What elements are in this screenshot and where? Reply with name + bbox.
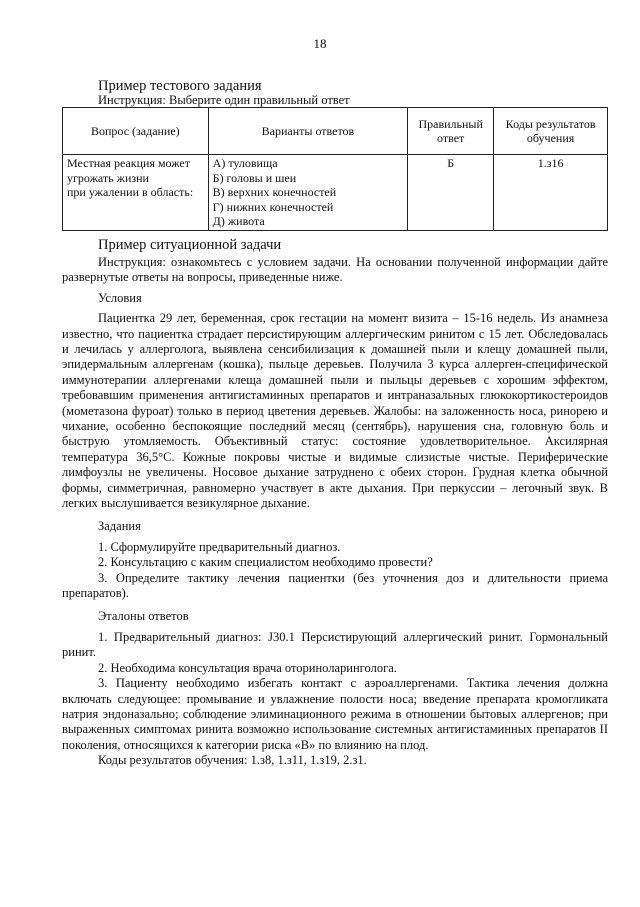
- header-question: Вопрос (задание): [63, 108, 209, 155]
- situational-heading: Пример ситуационной задачи: [98, 237, 282, 253]
- option-c: В) верхних конечностей: [212, 185, 337, 199]
- conditions-label: Условия: [98, 290, 142, 305]
- question-line: Местная реакция может: [67, 156, 190, 170]
- answer-item: 1. Предварительный диагноз: J30.1 Персистирующий аллергический ринит. Гормональный ринит.: [62, 629, 608, 660]
- answer-item: 3. Пациенту необходимо избегать контакт с аэроаллергенами. Тактика лечения должна включать следующее: промывание и увлажнение полости носа; введение препарата кромогликата натрия эндоназально; соблюдение элиминационного режима в отношении бытовых аллергенов; при выраженных симптомах ринита возможно использование системных антигистаминных препаратов II поколения, относящихся к категории риска «В» по влиянию на плод.: [62, 676, 608, 752]
- situational-body: [62, 255, 608, 769]
- header-codes: Коды результатов обучения: [494, 108, 608, 155]
- option-d: Г) нижних конечностей: [212, 199, 334, 214]
- test-table: [62, 107, 608, 231]
- answers-label: Эталоны ответов: [98, 608, 189, 623]
- answer-cell: Б: [408, 155, 494, 231]
- option-e: Д) живота: [212, 214, 265, 228]
- answer-item: 2. Необходима консультация врача оториноларинголога.: [98, 660, 397, 675]
- table-row: [63, 155, 608, 231]
- page-number: 18: [313, 36, 327, 51]
- options-cell: [208, 155, 408, 231]
- conditions-text: Пациентка 29 лет, беременная, срок гестации на момент визита – 15-16 недель. Из анамнеза известно, что пациентка страдает персистирующим аллергическим ринитом с 15 лет. Обследовалась и лечилась у аллерголога, выявлена сенсибилизация к домашней пыли и клещу домашней пыли, эпидермальным аллергенам (кошка), пыльце деревьев. Получила 3 курса аллерген-специфической иммунотерапии аллергенами клеща домашней пыли и пыльцы деревьев с хорошим эффектом, требовавшим применения антигистаминных препаратов и интраназальных глюкокортикостероидов (мометазона фуроат) только в период цветения деревьев. Жалобы: на заложенность носа, ринорею и чихание, особенно беспокоящие последний месяц (сентябрь), нарушения сна, головную боль и быструю утомляемость. Объективный статус: состояние удовлетворительное. Аксилярная температура 36,5°С. Кожные покровы чистые и видимые слизистые чистые. Периферические лимфоузлы не увеличены. Носовое дыхание затруднено с обеих сторон. Грудная клетка обычной формы, симметричная, равномерно участвует в акте дыхания. При перкуссии – легочный звук. В легких выслушивается везикулярное дыхание.: [62, 311, 608, 511]
- task-item: 3. Определите тактику лечения пациентки (без уточнения доз и длительности приема препаратов).: [62, 570, 608, 601]
- situational-instruction: Инструкция: ознакомьтесь с условием задачи. На основании полученной информации дайте развернутые ответы на вопросы, приведенные ниже.: [62, 255, 608, 285]
- tasks-label: Задания: [98, 518, 141, 533]
- option-b: Б) головы и шеи: [212, 170, 297, 185]
- question-line: при ужалении в область:: [67, 185, 194, 199]
- header-answer: Правильный ответ: [408, 108, 494, 155]
- code-cell: 1.з16: [494, 155, 608, 231]
- option-a: А) туловища: [212, 156, 278, 170]
- question-cell: [63, 155, 209, 231]
- test-instruction: Инструкция: Выберите один правильный ответ: [98, 93, 350, 107]
- table-header-row: [63, 108, 608, 155]
- header-options: Варианты ответов: [208, 108, 408, 155]
- question-line: угрожать жизни: [67, 170, 149, 185]
- test-heading: Пример тестового задания: [98, 78, 262, 94]
- task-item: 2. Консультацию с каким специалистом необходимо провести?: [98, 555, 433, 570]
- task-item: 1. Сформулируйте предварительный диагноз.: [98, 539, 341, 554]
- learning-codes: Коды результатов обучения: 1.з8, 1.з11, 1.з19, 2.з1.: [98, 753, 367, 768]
